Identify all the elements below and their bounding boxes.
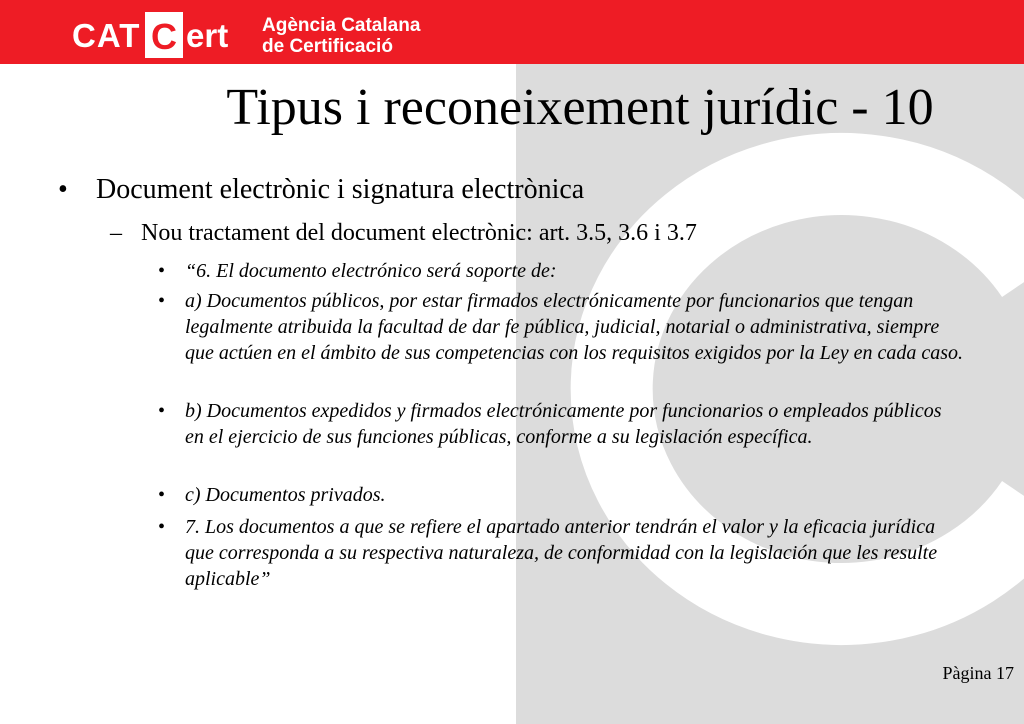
bullet-dot-icon: • [158, 290, 166, 312]
page-number: Pàgina 17 [942, 663, 1014, 683]
list-item: c) Documentos privados. [185, 484, 386, 506]
list-item: b) Documentos expedidos y firmados electrónicamente por funcionarios o empleados públicos en el ejercicio de sus funciones públicas, conforme a su legislación específica. [185, 400, 942, 448]
header-banner [0, 0, 1024, 64]
list-item: “6. El documento electrónico será soporte de: [185, 260, 557, 282]
bullet-level-2: Nou tractament del document electrònic: art. 3.5, 3.6 i 3.7 [141, 220, 697, 246]
agency-name [262, 15, 420, 57]
agency-line-2: de Certificació [262, 36, 393, 57]
logo-cat-text: CAT [72, 17, 141, 54]
dash-icon: – [110, 220, 122, 246]
decorative-c-panel [516, 64, 1024, 724]
list-item: 7. Los documentos a que se refiere el apartado anterior tendrán el valor y la eficacia jurídica que corresponda a su respectiva naturaleza, de conformidad con la legislación que les resulte aplicable” [185, 516, 938, 590]
bullet-dot-icon: • [158, 400, 166, 422]
agency-line-1: Agència Catalana [262, 15, 421, 36]
bullet-dot-icon: • [158, 516, 166, 538]
logo-c-letter: C [151, 16, 177, 57]
bullet-dot-icon: • [58, 174, 68, 205]
list-item: a) Documentos públicos, por estar firmados electrónicamente por funcionarios que tengan legalmente atribuida la facultad de dar fe pública, judicial, notarial o administrativa, siempre que actúen en el ámbito de sus competencias con los requisitos exigidos por la Ley en cada caso. [185, 290, 963, 364]
watermark-c-icon [516, 64, 1024, 724]
bullet-level-1: Document electrònic i signatura electrònica [96, 174, 585, 205]
logo-c-box [145, 12, 183, 58]
bullet-dot-icon: • [158, 260, 166, 282]
bullet-dot-icon: • [158, 484, 166, 506]
logo-ert-text: ert [186, 17, 229, 54]
slide-title: Tipus i reconeixement jurídic - 10 [226, 79, 934, 136]
